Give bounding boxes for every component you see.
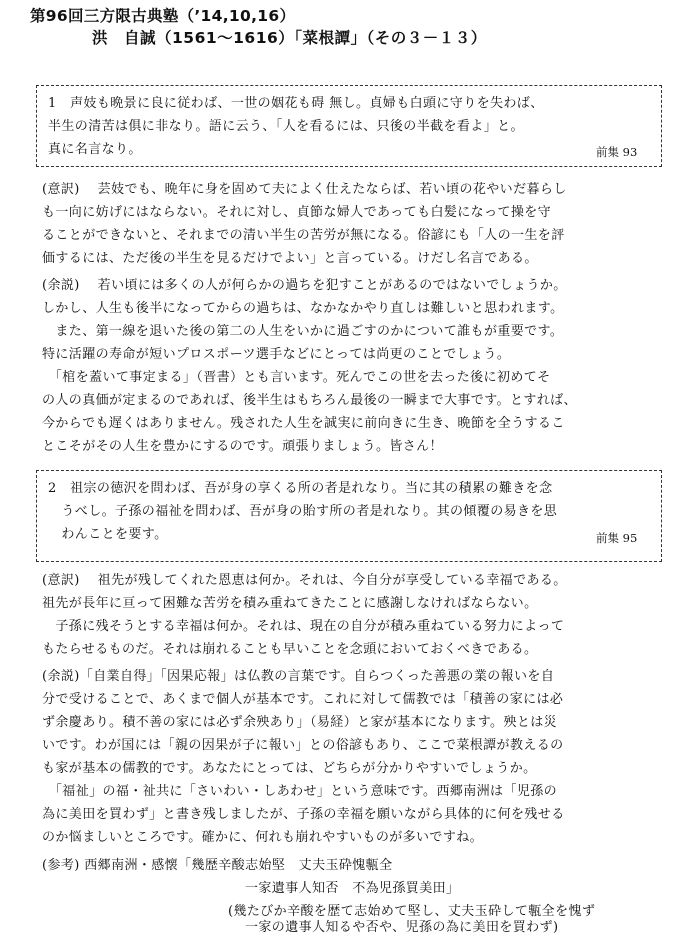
meaning-2-line-2: 祖先が長年に亘って困難な苦労を積み重ねてきたことに感謝しなければならない。 — [42, 596, 538, 611]
reference-line-3: (幾たびか辛酸を歴て志始めて堅し、丈夫玉砕して甎全を愧ず — [228, 904, 596, 919]
reference-line-2: 一家遺事人知否 不為児孫買美田」 — [245, 881, 460, 896]
commentary-1-line-4: 特に活躍の寿命が短いプロスポーツ選手などにとっては尚更のことでしょう。 — [42, 347, 511, 362]
meaning-1-line-1: (意訳) 芸妓でも、晩年に身を固めて夫によく仕えたならば、若い頃の花やいだ暮らし — [42, 182, 567, 197]
commentary-1-line-6: の人の真価が定まるのであれば、後半生はもちろん最後の一瞬まで大事です。とすれば、 — [42, 393, 577, 408]
commentary-1-line-5: 「棺を蓋いて事定まる」（晋書）とも言います。死んでこの世を去った後に初めてそ — [42, 370, 551, 385]
quote-2-source: 前集 95 — [596, 531, 638, 545]
meaning-2-line-4: もたらせるものだ。それは崩れることも早いことを念頭においておくべきである。 — [42, 642, 538, 657]
meaning-2-line-1: (意訳) 祖先が残してくれた恩恵は何か。それは、今自分が享受している幸福である。 — [42, 573, 567, 588]
quote-2-line-1: 2 祖宗の徳沢を問わば、吾が身の享くる所の者是れなり。当に其の積累の難きを念 — [48, 481, 553, 496]
commentary-1-line-3: また、第一線を退いた後の第二の人生をいかに過ごすのかについて誰もが重要です。 — [42, 324, 564, 339]
session-title: 第96回三方限古典塾（’14,10,16） — [30, 7, 296, 25]
quote-1-line-3: 真に名言なり。 — [48, 142, 142, 157]
commentary-1-line-1: (余説) 若い頃には多くの人が何らかの過ちを犯すことがあるのではないでしょうか。 — [42, 278, 567, 293]
quote-2-line-3: わんことを要す。 — [48, 527, 168, 542]
commentary-2-line-5: も家が基本の儒教的です。あなたにとっては、どちらが分かりやすいでしょうか。 — [42, 761, 537, 776]
commentary-2-line-6: 「福祉」の福・祉共に「さいわい・しあわせ」という意味です。西郷南洲は「児孫の — [42, 784, 558, 799]
commentary-1-line-2: しかし、人生も後半になってからの過ちは、なかなかやり直しは難しいと思われます。 — [42, 301, 564, 316]
commentary-1-line-8: とこそがその人生を豊かにするのです。頑張りましょう。皆さん！ — [42, 439, 443, 454]
commentary-2-line-3: ず余慶あり。積不善の家には必ず余殃あり」（易経）と家が基本になります。殃とは災 — [42, 715, 558, 730]
commentary-1-line-7: 今からでも遅くはありません。残された人生を誠実に前向きに生き、晩節を全うするこ — [42, 416, 565, 431]
quote-2-line-2: うべし。子孫の福祉を問わば、吾が身の貽す所の者是れなり。其の傾覆の易きを思 — [48, 504, 558, 519]
quote-1-source: 前集 93 — [596, 145, 638, 159]
commentary-2-line-8: のか悩ましいところです。確かに、何れも崩れやすいものが多いですね。 — [42, 830, 484, 845]
meaning-1-line-2: も一向に妨げにはならない。それに対し、貞節な婦人であっても白髪になって操を守 — [42, 205, 552, 220]
commentary-2-line-1: (余説)「自業自得」「因果応報」は仏教の言葉です。自らつくった善悪の業の報いを自 — [42, 669, 555, 684]
quote-1-line-2: 半生の清苦は俱に非なり。語に云う、「人を看るには、只後の半截を看よ」と。 — [48, 119, 524, 134]
commentary-2-line-2: 分で受けることで、あくまで個人が基本です。これに対して儒教では「積善の家には必 — [42, 692, 564, 707]
meaning-1-line-3: ることができないと、それまでの清い半生の苦労が無になる。俗諺にも「人の一生を評 — [42, 228, 565, 243]
author-and-work-title: 洪 自誠（1561～1616）「菜根譚」（その３－１３） — [92, 29, 487, 47]
commentary-2-line-4: いです。わが国には「親の因果が子に報い」との俗諺もあり、ここで菜根譚が教えるの — [42, 738, 564, 753]
quote-1-line-1: 1 声妓も晩景に良に従わば、一世の姻花も碍 無し。貞婦も白頭に守りを失わば、 — [48, 96, 544, 111]
reference-line-4: 一家の遺事人知るや否や、児孫の為に美田を買わず) — [245, 920, 559, 935]
reference-line-1: (参考) 西郷南洲・感懐「幾歴辛酸志始堅 丈夫玉砕愧甎全 — [42, 858, 393, 873]
meaning-2-line-3: 子孫に残そうとする幸福は何か。それは、現在の自分が積み重ねている努力によって — [42, 619, 565, 634]
meaning-1-line-4: 価するには、ただ後の半生を見るだけでよい」と言っている。けだし名言である。 — [42, 251, 538, 266]
commentary-2-line-7: 為に美田を買わず」と書き残しましたが、子孫の幸福を願いながら具体的に何を残せる — [42, 807, 565, 822]
